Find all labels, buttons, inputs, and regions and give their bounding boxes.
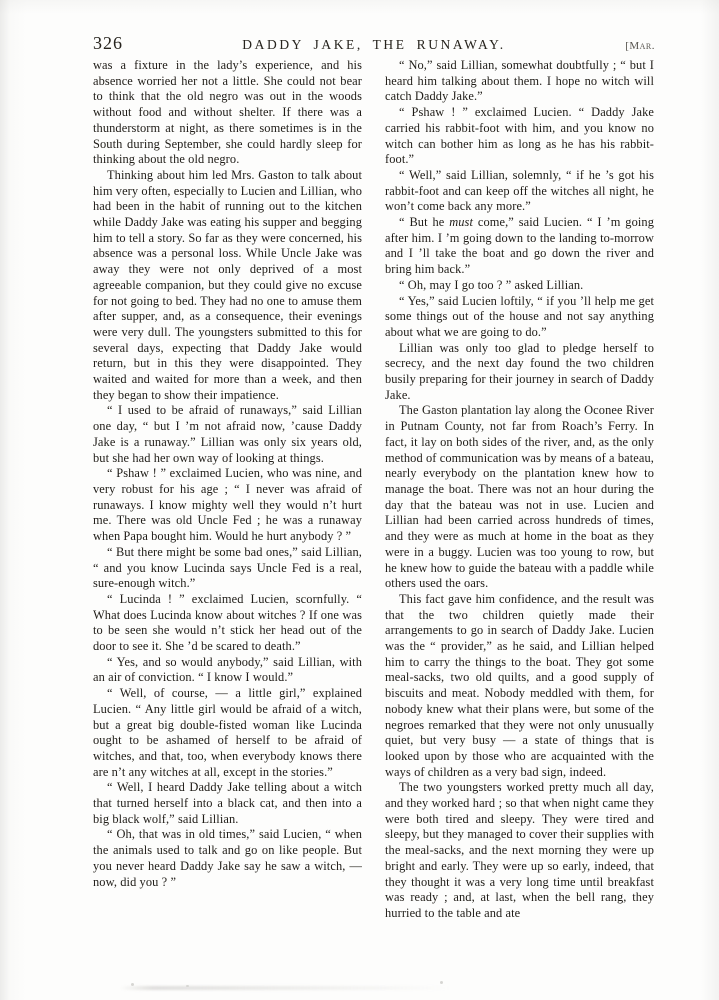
scan-artifact <box>120 986 450 990</box>
paragraph <box>385 294 654 341</box>
right-column <box>385 58 654 970</box>
text-segment: “ No,” said Lillian, somewhat doubtfully ; “ but I heard him talking about them. I hope no witch will catch Daddy Jake.” <box>385 58 654 104</box>
text-segment: “ But he <box>399 215 450 230</box>
paragraph <box>385 592 654 780</box>
text-segment: Thinking about him led Mrs. Gaston to talk about him very often, especially to Lucien and Lillian, who had been in the habit of running out to the kitchen while Daddy Jake was eating his supper and begging him to tell a story. So far as they were concerned, his absence was a personal loss. While Uncle Jake was away they were not only deprived of a most agreeable companion, but they could give no excuse for not going to bed. They had no one to amuse them after supper, and, as a consequence, their evenings were very dull. The youngsters submitted to this for several days, expecting that Daddy Jake would return, but in this they were disappointed. They waited and waited for more than a week, and then they began to show their impatience. <box>93 167 362 402</box>
paragraph <box>385 58 654 105</box>
text-segment: The Gaston plantation lay along the Oconee River in Putnam County, not far from Roach’s Ferry. In fact, it lay on both sides of the river, and, as the only method of communication was by means of a bateau, nearly everybody on the plantation knew how to manage the boat. There was not an hour during the day that the bateau was not in use. Lucien and Lillian had been carried across hundreds of times, and they were as much at home in the boat as they were in a buggy. Lucien was too young to row, but he knew how to guide the bateau with a paddle while others used the oars. <box>385 403 654 591</box>
text-columns <box>93 58 655 970</box>
paragraph <box>385 105 654 168</box>
paragraph <box>385 278 654 294</box>
paragraph <box>93 655 362 686</box>
scan-artifact <box>186 985 189 987</box>
scan-artifact <box>131 983 134 986</box>
text-segment: “ Pshaw ! ” exclaimed Lucien. “ Daddy Jake carried his rabbit-foot with him, and you know no witch can bother him as long as he has his rabbit-foot.” <box>385 105 654 167</box>
paragraph <box>385 780 654 921</box>
text-segment: This fact gave him confidence, and the result was that the two children quietly made their arrangements to go in search of Daddy Jake. Lucien was the “ provider,” as he said, and Lillian helped him to carry the things to the boat. They got some meal-sacks, two old quilts, and a good supply of biscuits and meat. Nobody meddled with them, for nobody knew what their plans were, but some of the negroes remarked that they were not only unusually quiet, but very busy — a state of things that is looked upon by those who are acquainted with the ways of children as a very bad sign, indeed. <box>385 591 654 779</box>
text-segment: The two youngsters worked pretty much all day, and they worked hard ; so that when night came they were both tired and sleepy. They were tired and sleepy, but they managed to cover their supplies with the meal-sacks, and the next morning they were up bright and early. They were up so early, indeed, that they thought it was a very long time until breakfast was ready ; and, at last, when the bell rang, they hurried to the table and ate <box>385 780 654 920</box>
paragraph <box>93 403 362 466</box>
paragraph <box>93 780 362 827</box>
text-segment: come,” said Lucien. “ I ’m going after him. I ’m going down to the landing to-morrow and I ’ll take the boat and go down the river and bring him back.” <box>385 215 654 277</box>
running-title: DADDY JAKE, THE RUNAWAY. <box>242 37 506 52</box>
italic-text: must <box>449 215 474 230</box>
text-segment: “ But there might be some bad ones,” said Lillian, “ and you know Lucinda says Uncle Fed is a real, sure-enough witch.” <box>93 544 362 591</box>
paragraph <box>93 58 362 168</box>
paragraph <box>93 686 362 780</box>
text-segment: “ Yes,” said Lucien loftily, “ if you ’ll help me get some things out of the house and not say anything about what we are going to do.” <box>385 293 654 339</box>
paragraph <box>93 466 362 545</box>
paragraph <box>93 545 362 592</box>
running-head <box>93 33 655 55</box>
text-segment: “ Oh, may I go too ? ” asked Lillian. <box>399 277 584 292</box>
text-segment: “ Well, I heard Daddy Jake telling about a witch that turned herself into a black cat, and then into a big black wolf,” said Lillian. <box>93 780 362 826</box>
text-segment: “ Well, of course, — a little girl,” explained Lucien. “ Any little girl would be afraid of a witch, but a great big double-fisted woman like Lucinda ought to be ashamed of herself to be afraid of witches, and that, too, when everybody knows there are n’t any witches at all, except in the stories.” <box>93 686 362 779</box>
text-segment: “ Oh, that was in old times,” said Lucien, “ when the animals used to talk and go on like people. But you never heard Daddy Jake say he saw a witch, — now, did you ? ” <box>93 827 362 889</box>
paragraph <box>93 827 362 890</box>
paragraph <box>385 215 654 278</box>
paragraph <box>93 592 362 655</box>
text-segment: “ I used to be afraid of runaways,” said Lillian one day, “ but I ’m not afraid now, ’cause Daddy Jake is a runaway.” Lillian was only six years old, but she had her own way of looking at things. <box>93 403 362 465</box>
scan-artifact <box>440 981 443 984</box>
text-segment: was a fixture in the lady’s experience, and his absence worried her not a little. She could not bear to think that the old negro was out in the woods without food and without shelter. If there was a thunderstorm at night, as there sometimes is in the South during September, she could hardly sleep for thinking about the old negro. <box>93 58 362 167</box>
page-number: 326 <box>93 33 123 53</box>
text-segment: “ Well,” said Lillian, solemnly, “ if he ’s got his rabbit-foot and can keep off the witches all night, he won’t come back any more.” <box>385 167 654 214</box>
text-segment: “ Lucinda ! ” exclaimed Lucien, scornfully. “ What does Lucinda know about witches ? If one was to be seen she would n’t stick her head out of the door to see it. She ’d be scared to death.” <box>93 591 362 654</box>
text-segment: “ Pshaw ! ” exclaimed Lucien, who was nine, and very robust for his age ; “ I never was afraid of runaways. I know mighty well they would n’t hurt me. There was old Uncle Fed ; he was a runaway when Papa bought him. Would he hurt anybody ? ” <box>93 466 362 544</box>
issue-tag: [Mar. <box>625 40 655 52</box>
paragraph <box>385 403 654 591</box>
paragraph <box>385 341 654 404</box>
text-segment: Lillian was only too glad to pledge herself to secrecy, and the next day found the two children busily preparing for their journey in search of Daddy Jake. <box>385 340 654 402</box>
paragraph <box>93 168 362 404</box>
paragraph <box>385 168 654 215</box>
text-segment: “ Yes, and so would anybody,” said Lillian, with an air of conviction. “ I know I would.” <box>93 654 362 685</box>
left-column <box>93 58 362 970</box>
